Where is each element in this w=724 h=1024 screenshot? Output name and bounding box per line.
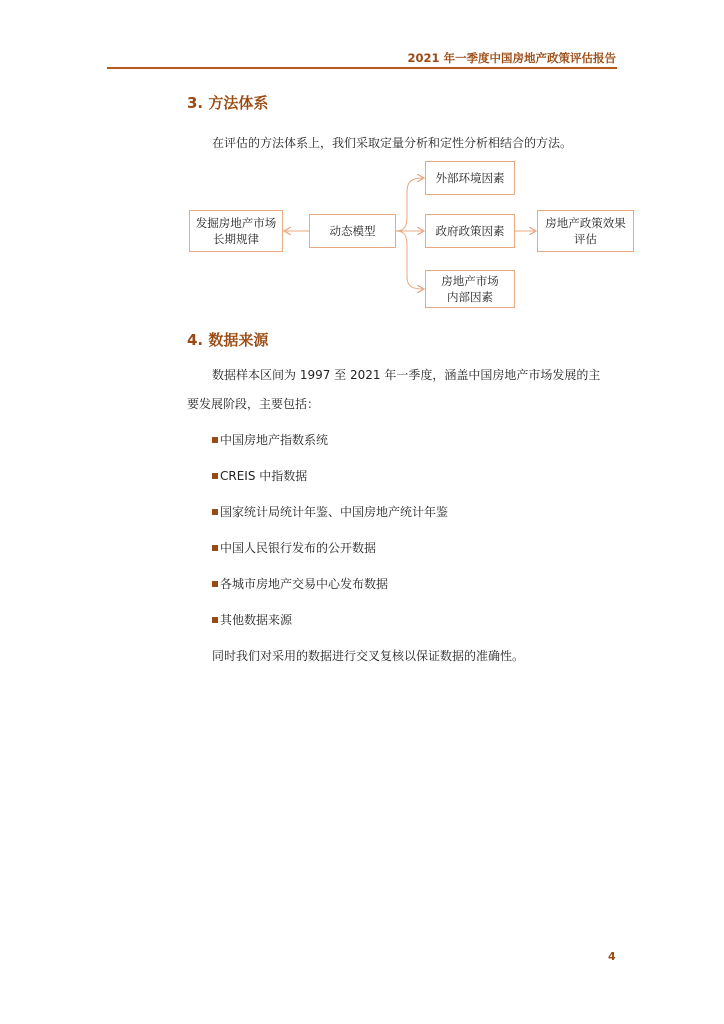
diagram-connectors bbox=[0, 0, 724, 320]
list-item: 各城市房地产交易中心发布数据 bbox=[212, 575, 388, 592]
arrow-model-to-internal bbox=[396, 231, 423, 289]
list-item: 中国人民银行发布的公开数据 bbox=[212, 539, 376, 556]
list-item: CREIS 中指数据 bbox=[212, 467, 307, 484]
bullet-square-icon bbox=[212, 581, 218, 587]
arrow-model-to-external bbox=[396, 178, 423, 231]
list-item: 国家统计局统计年鉴、中国房地产统计年鉴 bbox=[212, 503, 448, 520]
header-title: 2021 年一季度中国房地产政策评估报告 bbox=[407, 51, 616, 65]
methodology-paragraph: 在评估的方法体系上，我们采取定量分析和定性分析相结合的方法。 bbox=[212, 136, 573, 150]
section-heading-data-sources: 4. 数据来源 bbox=[187, 331, 269, 349]
node-internal-factors: 房地产市场 内部因素 bbox=[425, 270, 515, 308]
node-government-factors: 政府政策因素 bbox=[425, 214, 515, 248]
section-heading-methodology: 3. 方法体系 bbox=[187, 94, 269, 112]
bullet-square-icon bbox=[212, 509, 218, 515]
data-sources-paragraph-line1: 数据样本区间为 1997 至 2021 年一季度，涵盖中国房地产市场发展的主 bbox=[212, 368, 601, 382]
bullet-square-icon bbox=[212, 545, 218, 551]
data-sources-paragraph-line2: 要发展阶段，主要包括： bbox=[187, 397, 320, 411]
closing-paragraph: 同时我们对采用的数据进行交叉复核以保证数据的准确性。 bbox=[212, 649, 525, 663]
list-item: 中国房地产指数系统 bbox=[212, 431, 328, 448]
bullet-square-icon bbox=[212, 473, 218, 479]
node-market-law: 发掘房地产市场 长期规律 bbox=[189, 210, 283, 252]
node-dynamic-model: 动态模型 bbox=[309, 214, 396, 248]
bullet-square-icon bbox=[212, 617, 218, 623]
list-item: 其他数据来源 bbox=[212, 611, 292, 628]
node-external-factors: 外部环境因素 bbox=[425, 161, 515, 195]
node-policy-effect: 房地产政策效果 评估 bbox=[537, 210, 634, 252]
page-number: 4 bbox=[608, 950, 616, 963]
bullet-square-icon bbox=[212, 437, 218, 443]
